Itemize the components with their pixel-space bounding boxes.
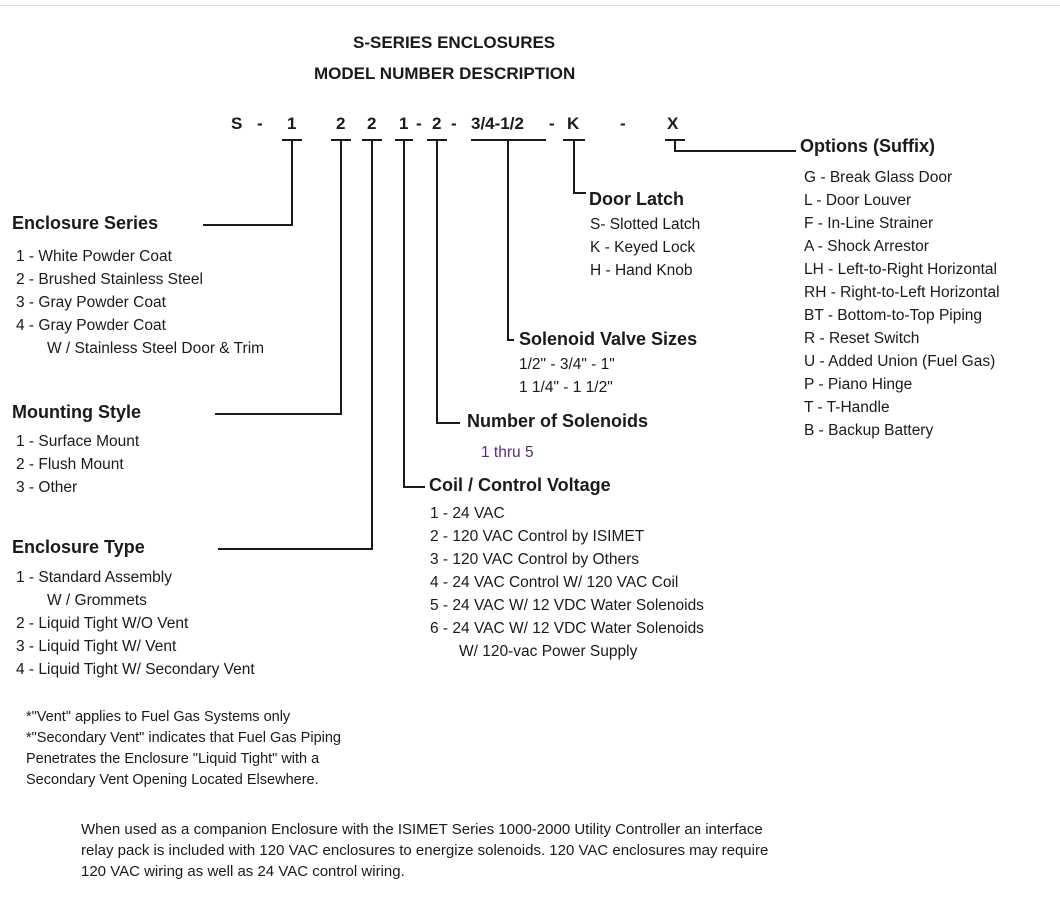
footnote-line: Secondary Vent Opening Located Elsewhere. xyxy=(26,772,319,788)
list-item: LH - Left-to-Right Horizontal xyxy=(804,261,997,278)
footnote-line: Penetrates the Enclosure "Liquid Tight" with a xyxy=(26,751,320,767)
list-item: 2 - 120 VAC Control by ISIMET xyxy=(430,528,645,545)
mounting-style-heading: Mounting Style xyxy=(12,402,141,422)
code-dash: - xyxy=(549,114,555,133)
code-s: S xyxy=(231,114,243,133)
list-item: G - Break Glass Door xyxy=(804,169,953,186)
code-coil: 1 xyxy=(399,114,409,133)
list-item: 4 - Liquid Tight W/ Secondary Vent xyxy=(16,661,255,678)
footnotes xyxy=(26,707,341,791)
footnote-line: *"Vent" applies to Fuel Gas Systems only xyxy=(26,709,291,725)
list-item: P - Piano Hinge xyxy=(804,376,913,393)
footnote-line: *"Secondary Vent" indicates that Fuel Gas Piping xyxy=(26,730,341,746)
line-door-latch xyxy=(574,140,586,193)
list-item: 1 - White Powder Coat xyxy=(16,248,172,265)
list-item: 1 - Surface Mount xyxy=(16,433,140,450)
code-dash: - xyxy=(620,114,626,133)
list-item: B - Backup Battery xyxy=(804,422,934,439)
list-item: 4 - Gray Powder Coat xyxy=(16,317,166,334)
list-item: BT - Bottom-to-Top Piping xyxy=(804,307,983,324)
line-number-of-solenoids xyxy=(437,140,460,423)
list-item: 3 - Gray Powder Coat xyxy=(16,294,166,311)
enclosure-type-heading: Enclosure Type xyxy=(12,537,145,557)
list-item: W/ 120-vac Power Supply xyxy=(459,643,638,660)
companion-note xyxy=(81,819,768,882)
note-line: 120 VAC wiring as well as 24 VAC control wiring. xyxy=(81,863,405,880)
page-title: S-SERIES ENCLOSURES xyxy=(353,33,556,52)
enclosure-series-list xyxy=(16,245,264,360)
list-item: 1 1/4" - 1 1/2" xyxy=(519,379,613,396)
list-item: W / Grommets xyxy=(47,592,147,609)
enclosure-series-heading: Enclosure Series xyxy=(12,213,159,233)
list-item: 3 - Other xyxy=(16,479,78,496)
list-item: 4 - 24 VAC Control W/ 120 VAC Coil xyxy=(430,574,679,591)
list-item: L - Door Louver xyxy=(804,192,912,209)
list-item: A - Shock Arrestor xyxy=(804,238,929,255)
solenoid-valve-sizes-heading: Solenoid Valve Sizes xyxy=(519,329,698,349)
door-latch-heading: Door Latch xyxy=(589,189,685,209)
page-subtitle: MODEL NUMBER DESCRIPTION xyxy=(314,64,576,83)
code-dash: - xyxy=(416,114,422,133)
list-item: S- Slotted Latch xyxy=(590,216,701,233)
list-item: RH - Right-to-Left Horizontal xyxy=(804,284,1000,301)
options-suffix-list xyxy=(804,166,1000,442)
code-options: X xyxy=(667,114,679,133)
line-coil-voltage xyxy=(404,140,425,487)
options-suffix-heading: Options (Suffix) xyxy=(800,136,935,156)
door-latch-list xyxy=(590,213,700,282)
coil-voltage-list xyxy=(430,502,704,663)
line-options xyxy=(675,140,796,151)
list-item: 1 - Standard Assembly xyxy=(16,569,172,586)
code-latch: K xyxy=(567,114,580,133)
mounting-style-list xyxy=(16,430,139,499)
list-item: 3 - 120 VAC Control by Others xyxy=(430,551,640,568)
list-item: 2 - Liquid Tight W/O Vent xyxy=(16,615,189,632)
list-item: 2 - Brushed Stainless Steel xyxy=(16,271,203,288)
code-solenoids: 2 xyxy=(432,114,442,133)
list-item: 1/2" - 3/4" - 1" xyxy=(519,356,615,373)
list-item: R - Reset Switch xyxy=(804,330,920,347)
code-mounting: 2 xyxy=(336,114,346,133)
line-enclosure-series xyxy=(203,140,292,225)
list-item: K - Keyed Lock xyxy=(590,239,696,256)
note-line: relay pack is included with 120 VAC enclosures to energize solenoids. 120 VAC enclosures may require xyxy=(81,842,769,859)
code-dash: - xyxy=(257,114,263,133)
list-item: 6 - 24 VAC W/ 12 VDC Water Solenoids xyxy=(430,620,704,637)
list-item: 5 - 24 VAC W/ 12 VDC Water Solenoids xyxy=(430,597,704,614)
coil-voltage-heading: Coil / Control Voltage xyxy=(429,475,611,495)
list-item: 1 - 24 VAC xyxy=(430,505,505,522)
list-item: U - Added Union (Fuel Gas) xyxy=(804,353,996,370)
list-item: T - T-Handle xyxy=(804,399,890,416)
number-of-solenoids-value: 1 thru 5 xyxy=(481,444,534,461)
list-item: F - In-Line Strainer xyxy=(804,215,934,232)
code-series: 1 xyxy=(287,114,297,133)
code-valve: 3/4-1/2 xyxy=(471,114,524,133)
list-item: H - Hand Knob xyxy=(590,262,693,279)
code-dash: - xyxy=(451,114,457,133)
note-line: When used as a companion Enclosure with the ISIMET Series 1000-2000 Utility Controller an interface xyxy=(81,821,763,838)
code-type: 2 xyxy=(367,114,377,133)
list-item: 2 - Flush Mount xyxy=(16,456,124,473)
number-of-solenoids-heading: Number of Solenoids xyxy=(467,411,649,431)
list-item: W / Stainless Steel Door & Trim xyxy=(47,340,265,357)
list-item: 3 - Liquid Tight W/ Vent xyxy=(16,638,177,655)
line-solenoid-valve-sizes xyxy=(508,140,514,340)
enclosure-type-list xyxy=(16,566,255,681)
solenoid-valve-sizes-list xyxy=(519,353,615,399)
